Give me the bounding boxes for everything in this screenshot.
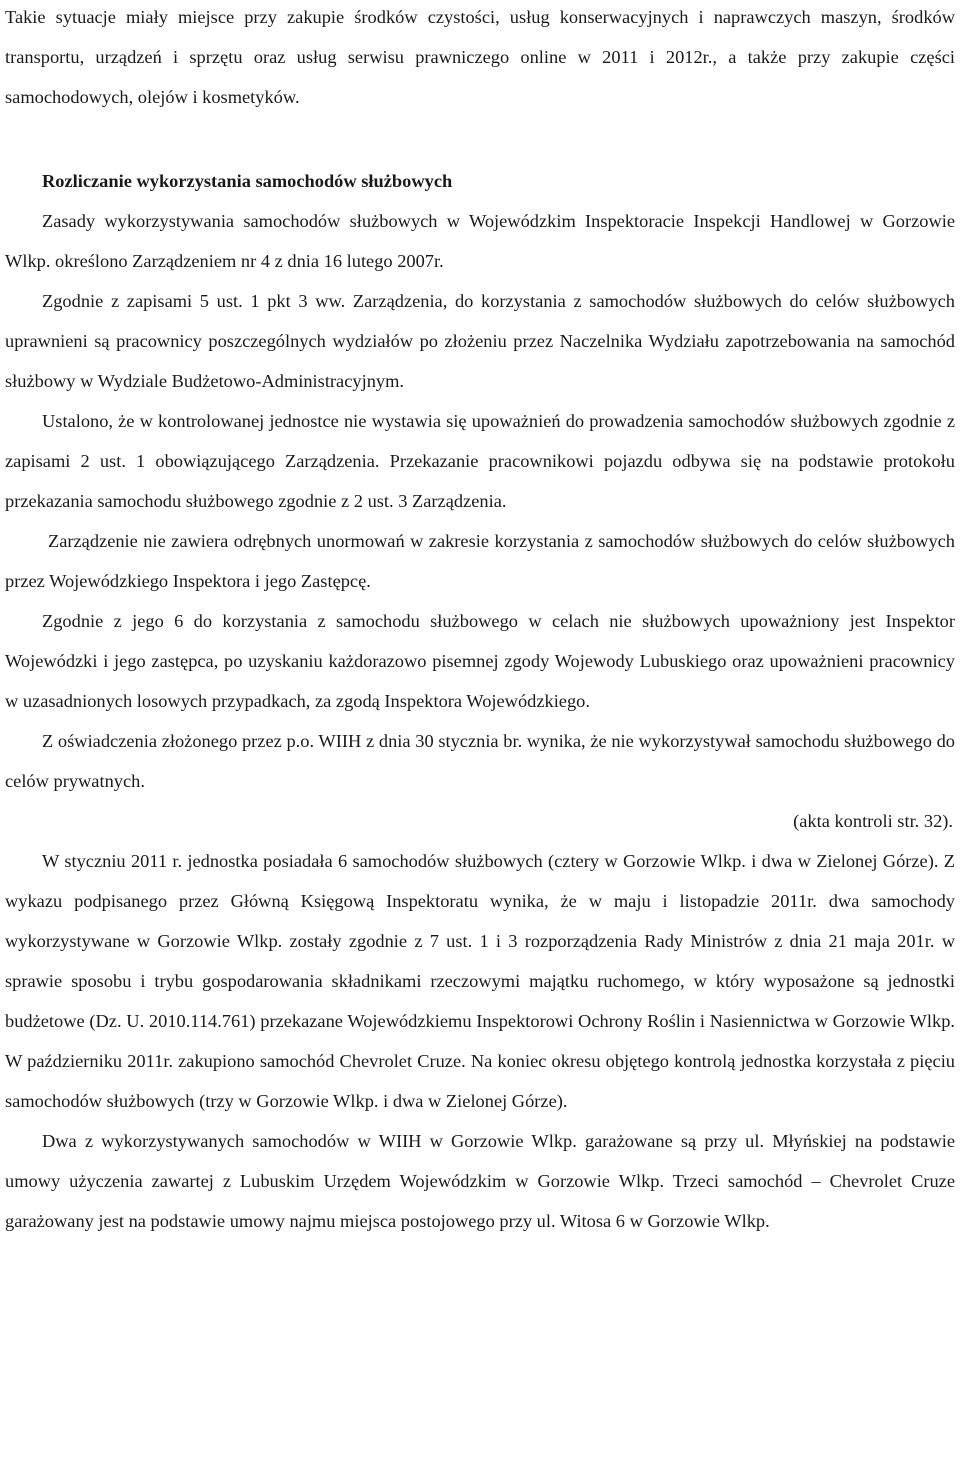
paragraph-private-use: Zgodnie z jego 6 do korzystania z samochodu służbowego w celach nie służbowych upoważniony jest Inspektor Wojewódzki i jego zastępca, po uzyskaniu każdorazowo pisemnej zgody Wojewody Lubuskiego oraz upoważnieni pracownicy w uzasadnionych losowych przypadkach, za zgodą Inspektora Wojewódzkiego. [5,611,955,711]
paragraph-findings: Ustalono, że w kontrolowanej jednostce nie wystawia się upoważnień do prowadzenia samochodów służbowych zgodnie z zapisami 2 ust. 1 obowiązującego Zarządzenia. Przekazanie pracownikowi pojazdu odbywa się na podstawie protokołu przekazania samochodu służbowego zgodnie z 2 ust. 3 Zarządzenia. [5,411,955,511]
paragraph-authorization: Zgodnie z zapisami 5 ust. 1 pkt 3 ww. Zarządzenia, do korzystania z samochodów służbowych do celów służbowych uprawnieni są pracownicy poszczególnych wydziałów po złożeniu przez Naczelnika Wydziału zapotrzebowania na samochód służbowy w Wydziale Budżetowo-Administracyjnym. [5,291,955,391]
paragraph-intro: Takie sytuacje miały miejsce przy zakupie środków czystości, usług konserwacyjnych i naprawczych maszyn, środków transportu, urządzeń i sprzętu oraz usług serwisu prawniczego online w 2011 i 2012r., a także przy zakupie części samochodowych, olejów i kosmetyków. [5,7,955,107]
section-heading: Rozliczanie wykorzystania samochodów służbowych [42,171,453,191]
paragraph-rules: Zasady wykorzystywania samochodów służbowych w Wojewódzkim Inspektoracie Inspekcji Handlowej w Gorzowie Wlkp. określono Zarządzeniem nr 4 z dnia 16 lutego 2007r. [5,211,955,271]
paragraph-fleet: W styczniu 2011 r. jednostka posiadała 6 samochodów służbowych (cztery w Gorzowie Wlkp. i dwa w Zielonej Górze). Z wykazu podpisanego przez Główną Księgową Inspektoratu wynika, że w maju i listopadzie 2011r. dwa samochody wykorzystywane w Gorzowie Wlkp. zostały zgodnie z 7 ust. 1 i 3 rozporządzenia Rady Ministrów z dnia 21 maja 201r. w sprawie sposobu i trybu gospodarowania składnikami rzeczowymi majątku ruchomego, w który wyposażone są jednostki budżetowe (Dz. U. 2010.114.761) przekazane Wojewódzkiemu Inspektorowi Ochrony Roślin i Nasiennictwa w Gorzowie Wlkp. W październiku 2011r. zakupiono samochód Chevrolet Cruze. Na koniec okresu objętego kontrolą jednostka korzystała z pięciu samochodów służbowych (trzy w Gorzowie Wlkp. i dwa w Zielonej Górze). [5,851,955,1111]
paragraph-statement: Z oświadczenia złożonego przez p.o. WIIH z dnia 30 stycznia br. wynika, że nie wykorzystywał samochodu służbowego do celów prywatnych. [5,731,955,791]
file-reference: (akta kontroli str. 32). [793,811,953,831]
paragraph-garaging: Dwa z wykorzystywanych samochodów w WIIH w Gorzowie Wlkp. garażowane są przy ul. Młyńskiej na podstawie umowy użyczenia zawartej z Lubuskim Urzędem Wojewódzkim w Gorzowie Wlkp. Trzeci samochód – Chevrolet Cruze garażowany jest na podstawie umowy najmu miejsca postojowego przy ul. Witosa 6 w Gorzowie Wlkp. [5,1131,955,1231]
paragraph-order-scope: Zarządzenie nie zawiera odrębnych unormowań w zakresie korzystania z samochodów służbowych do celów służbowych przez Wojewódzkiego Inspektora i jego Zastępcę. [5,531,955,591]
